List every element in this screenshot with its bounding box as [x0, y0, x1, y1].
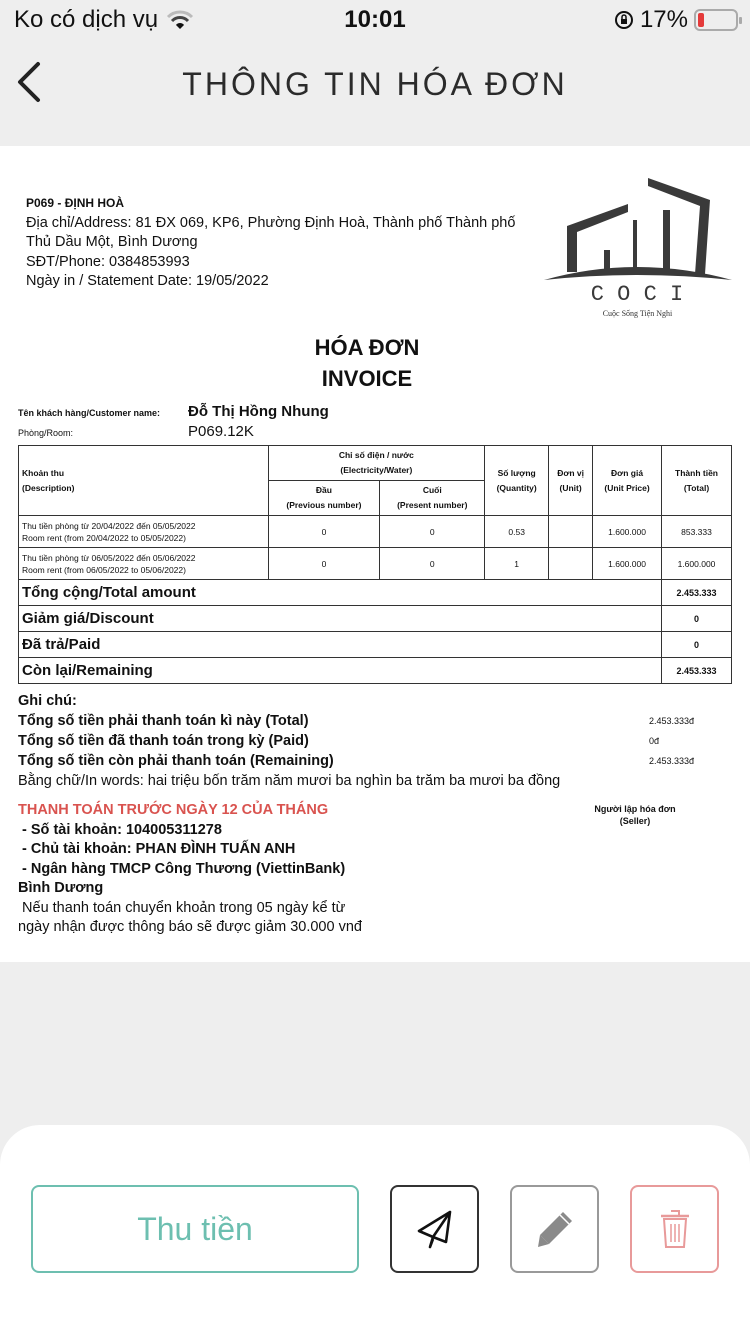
summary-discount-row	[19, 606, 732, 632]
payment-deadline: THANH TOÁN TRƯỚC NGÀY 12 CỦA THÁNG	[18, 802, 329, 818]
notes-section	[18, 691, 738, 791]
summary-total-row	[19, 580, 732, 606]
collect-payment-button[interactable]	[31, 1185, 359, 1273]
send-button[interactable]	[390, 1185, 479, 1273]
row-unit	[549, 516, 593, 548]
row-unit	[549, 548, 593, 580]
note-value: 0đ	[649, 736, 660, 746]
logo-tagline: Cuộc Sống Tiện Nghi	[602, 309, 673, 318]
row-total: 1.600.000	[662, 548, 732, 580]
note-value: 2.453.333đ	[649, 756, 695, 766]
notes-heading: Ghi chú:	[18, 693, 77, 709]
status-right	[614, 6, 738, 34]
header-unit: Đơn vị (Unit)	[549, 446, 593, 516]
header-previous: Đầu (Previous number)	[268, 481, 380, 516]
row-previous: 0	[268, 548, 380, 580]
summary-value: 2.453.333	[662, 658, 732, 684]
table-row	[19, 548, 732, 580]
note-value: 2.453.333đ	[649, 716, 695, 726]
clock: 10:01	[344, 6, 406, 33]
pencil-icon	[535, 1209, 575, 1249]
store-phone: SĐT/Phone: 0384853993	[26, 253, 190, 270]
row-description: Thu tiền phòng từ 06/05/2022 đến 05/06/2022 Room rent (from 06/05/2022 to 05/06/2022)	[19, 548, 269, 580]
invoice-document	[0, 146, 750, 962]
logo-brand: C O C I	[590, 282, 684, 302]
row-present: 0	[380, 548, 485, 580]
invoice-title-en: INVOICE	[321, 366, 413, 391]
battery-icon	[694, 9, 738, 31]
status-bar	[0, 0, 750, 40]
page-title: THÔNG TIN HÓA ĐƠN	[182, 66, 568, 102]
paper-plane-icon	[415, 1209, 455, 1249]
building-logo-icon	[540, 162, 735, 302]
room-value: P069.12K	[188, 423, 254, 440]
bank-name: - Ngân hàng TMCP Công Thương (ViettinBank)	[18, 860, 346, 877]
coci-logo	[540, 162, 735, 322]
store-info	[26, 194, 536, 292]
seller-label-vi: Người lập hóa đơn	[594, 804, 676, 814]
note-line-total: Tổng số tiền phải thanh toán kì này (Total) 2.453.333đ	[18, 713, 695, 729]
summary-label: Còn lại/Remaining	[19, 658, 662, 684]
header-description: Khoản thu (Description)	[19, 446, 269, 516]
row-quantity: 0.53	[485, 516, 549, 548]
amount-in-words: Bằng chữ/In words: hai triệu bốn trăm năm mươi ba nghìn ba trăm ba mươi ba đồng	[18, 773, 561, 789]
note-line-remaining: Tổng số tiền còn phải thanh toán (Remaining) 2.453.333đ	[18, 753, 695, 769]
delete-button[interactable]	[630, 1185, 719, 1273]
summary-paid-row	[19, 632, 732, 658]
invoice-title-vi: HÓA ĐƠN	[314, 335, 420, 360]
promo-line-1: Nếu thanh toán chuyển khoản trong 05 ngày kể từ	[18, 899, 346, 916]
customer-name: Đỗ Thị Hồng Nhung	[188, 403, 329, 420]
action-sheet	[0, 1125, 750, 1334]
row-quantity: 1	[485, 548, 549, 580]
room-label: Phòng/Room:	[18, 428, 74, 438]
account-holder: - Chủ tài khoản: PHAN ĐÌNH TUẤN ANH	[18, 841, 296, 857]
header-present: Cuối (Present number)	[380, 481, 485, 516]
invoice-title	[0, 332, 742, 394]
table-row	[19, 516, 732, 548]
row-previous: 0	[268, 516, 380, 548]
bank-branch: Bình Dương	[18, 880, 104, 896]
edit-button[interactable]	[510, 1185, 599, 1273]
summary-label: Tổng cộng/Total amount	[19, 580, 662, 606]
header-unit-price: Đơn giá (Unit Price)	[593, 446, 662, 516]
trash-icon	[658, 1208, 692, 1250]
row-unit-price: 1.600.000	[593, 548, 662, 580]
store-address: Địa chỉ/Address: 81 ĐX 069, KP6, Phường Định Hoà, Thành phố Thành phố Thủ Dầu Một, Bình Dương	[26, 214, 516, 250]
summary-label: Giảm giá/Discount	[19, 606, 662, 632]
row-present: 0	[380, 516, 485, 548]
row-unit-price: 1.600.000	[593, 516, 662, 548]
customer-block	[18, 403, 518, 443]
summary-remaining-row	[19, 658, 732, 684]
header-meter: Chỉ số điện / nước (Electricity/Water)	[268, 446, 485, 481]
header-quantity: Số lượng (Quantity)	[485, 446, 549, 516]
invoice-table	[18, 445, 732, 684]
summary-value: 0	[662, 606, 732, 632]
summary-value: 2.453.333	[662, 580, 732, 606]
battery-percent: 17%	[639, 6, 688, 33]
customer-name-label: Tên khách hàng/Customer name:	[18, 408, 161, 418]
collect-payment-label: Thu tiền	[137, 1210, 253, 1247]
orientation-lock-icon	[614, 10, 634, 30]
note-line-paid: Tổng số tiền đã thanh toán trong kỳ (Paid) 0đ	[18, 733, 660, 749]
row-description: Thu tiền phòng từ 20/04/2022 đến 05/05/2022 Room rent (from 20/04/2022 to 05/05/2022)	[19, 516, 269, 548]
statement-date: Ngày in / Statement Date: 19/05/2022	[26, 273, 269, 289]
summary-value: 0	[662, 632, 732, 658]
navigation-bar	[0, 50, 750, 120]
summary-label: Đã trả/Paid	[19, 632, 662, 658]
row-total: 853.333	[662, 516, 732, 548]
payment-info	[18, 801, 398, 938]
promo-line-2: ngày nhận được thông báo sẽ được giảm 30.000 vnđ	[18, 919, 362, 935]
header-total: Thành tiền (Total)	[662, 446, 732, 516]
seller-signature	[560, 803, 710, 827]
carrier-label: Ko có dịch vụ	[14, 6, 159, 33]
store-name: P069 - ĐỊNH HOÀ	[26, 196, 125, 210]
account-number: - Số tài khoản: 104005311278	[18, 821, 222, 838]
seller-label-en: (Seller)	[619, 816, 651, 826]
